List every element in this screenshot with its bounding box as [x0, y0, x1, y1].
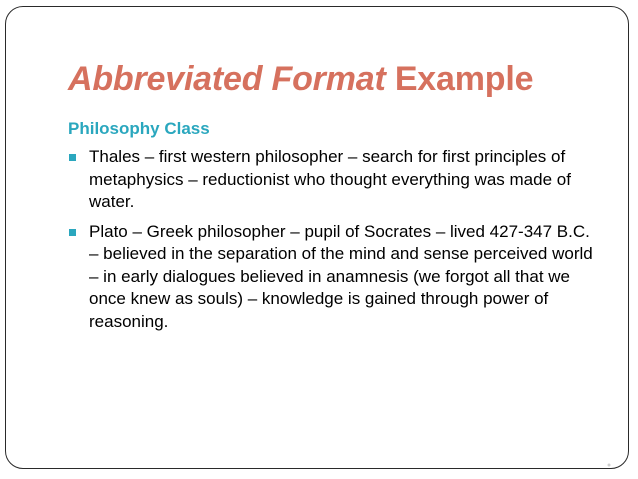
diamond-bullet-icon	[69, 154, 76, 161]
corner-dot-icon	[606, 455, 612, 461]
slide-title	[68, 56, 533, 102]
diamond-bullet-icon	[69, 229, 76, 236]
bullet-item	[68, 146, 598, 214]
slide-title-rest: Example	[385, 60, 534, 98]
bullet-text: Thales – first western philosopher – search for first principles of metaphysics – reductionist who thought everything was made of water.	[89, 147, 571, 211]
slide-title-emphasis: Abbreviated Format	[68, 60, 386, 98]
bullet-text: Plato – Greek philosopher – pupil of Socrates – lived 427-347 B.C. – believed in the separation of the mind and sense perceived world – in early dialogues believed in anamnesis (we forgot all that we once knew as souls) – knowledge is gained through power of reasoning.	[89, 221, 593, 331]
bullet-item	[68, 221, 598, 334]
bullet-list	[68, 146, 598, 340]
slide-subtitle: Philosophy Class	[68, 119, 210, 138]
